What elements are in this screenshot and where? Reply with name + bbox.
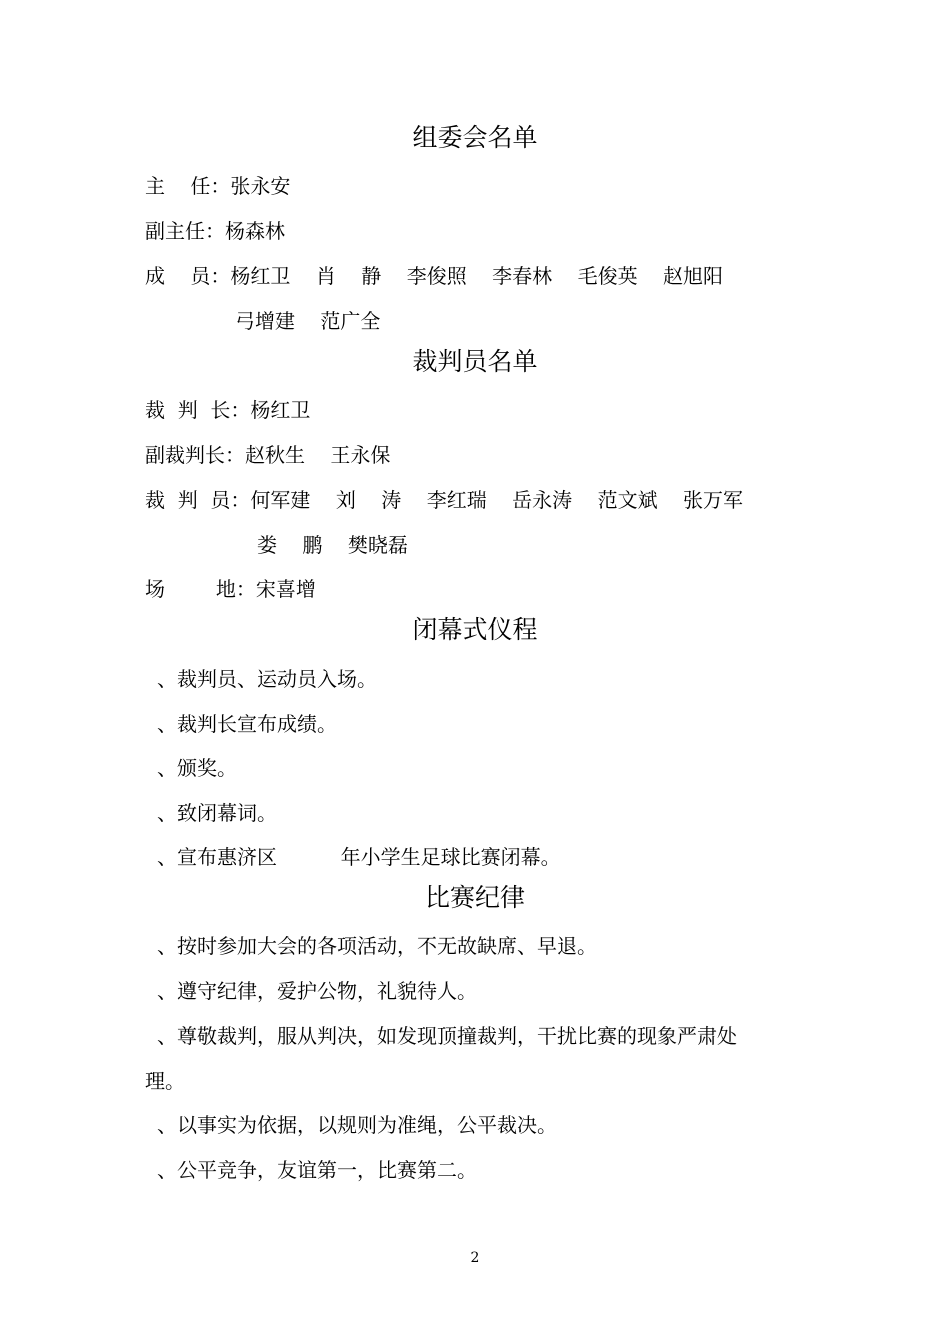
- closing-item: 、宣布惠济区 年小学生足球比赛闭幕。: [157, 845, 561, 869]
- referees-title: 裁判员名单: [412, 347, 538, 376]
- discipline-title: 比赛纪律: [424, 883, 525, 912]
- referees-chief: 裁 判 长：杨红卫: [145, 398, 311, 422]
- closing-item: 、致闭幕词。: [157, 801, 277, 825]
- discipline-item: 、按时参加大会的各项活动，不无故缺席、早退。: [157, 934, 597, 958]
- discipline-item-continuation: 理。: [145, 1069, 185, 1093]
- discipline-item: 、尊敬裁判，服从判决，如发现顶撞裁判，干扰比赛的现象严肃处: [157, 1024, 737, 1048]
- referees-venue: 场 地：宋喜增: [145, 577, 316, 601]
- referees-members-line1: 裁 判 员：何军建 刘 涛 李红瑞 岳永涛 范文斌 张万军: [145, 488, 744, 512]
- closing-item: 、裁判员、运动员入场。: [157, 667, 377, 691]
- closing-title: 闭幕式仪程: [412, 615, 538, 644]
- discipline-item: 、公平竞争，友谊第一，比赛第二。: [157, 1158, 477, 1182]
- referees-members-line2: 娄 鹏 樊晓磊: [257, 533, 408, 557]
- closing-item: 、颁奖。: [157, 756, 237, 780]
- discipline-item: 、以事实为依据，以规则为准绳，公平裁决。: [157, 1113, 557, 1137]
- page-number: 2: [470, 1250, 480, 1266]
- committee-director: 主 任：张永安: [145, 174, 291, 198]
- referees-deputy-chief: 副裁判长：赵秋生 王永保: [145, 443, 391, 467]
- closing-item: 、裁判长宣布成绩。: [157, 712, 337, 736]
- committee-deputy-director: 副主任：杨森林: [145, 219, 285, 243]
- discipline-item: 、遵守纪律，爱护公物，礼貌待人。: [157, 979, 477, 1003]
- committee-members-line2: 弓增建 范广全: [235, 309, 381, 333]
- committee-title: 组委会名单: [412, 123, 538, 152]
- committee-members-line1: 成 员：杨红卫 肖 静 李俊照 李春林 毛俊英 赵旭阳: [145, 264, 724, 288]
